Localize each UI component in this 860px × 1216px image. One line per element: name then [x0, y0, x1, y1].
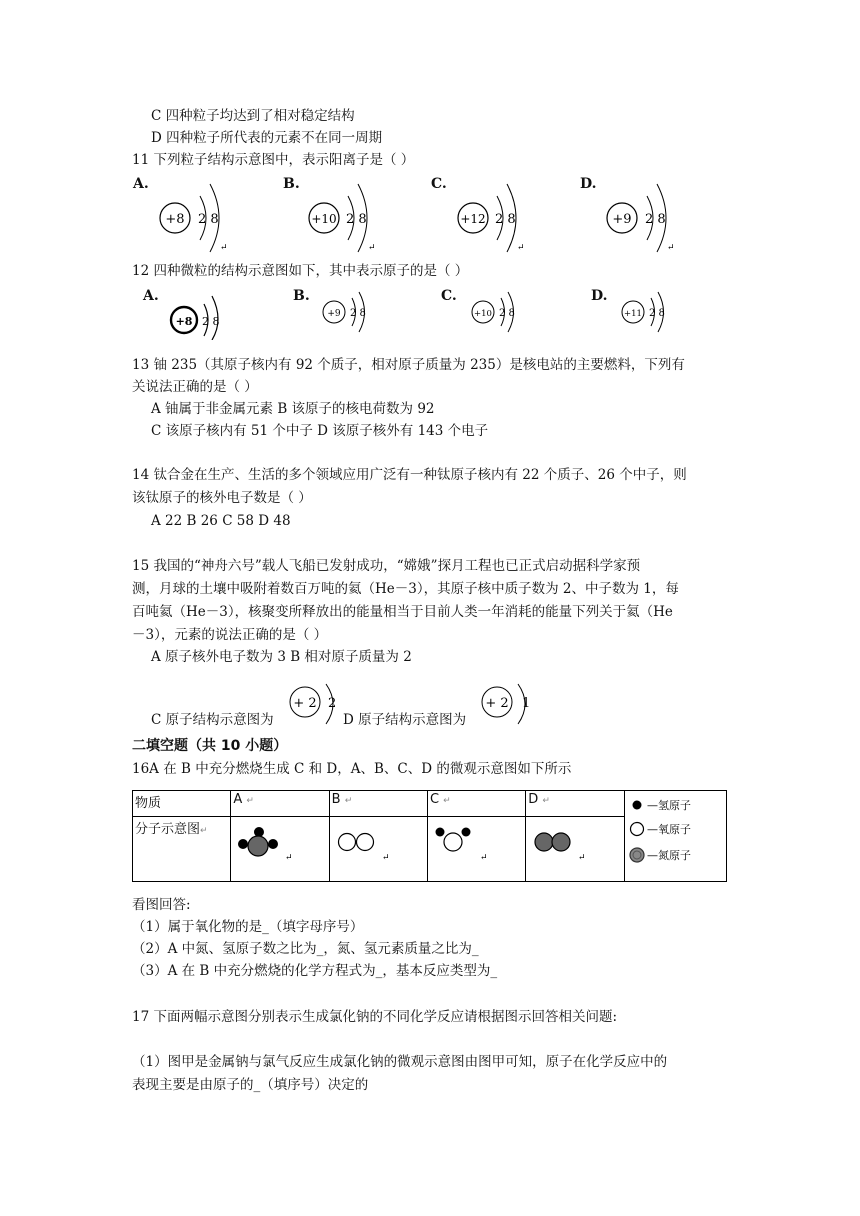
q15-stem-line4: －3），元素的说法正确的是（ ）	[132, 627, 328, 643]
svg-text:↵: ↵	[517, 243, 525, 253]
section2-title: 二填空题（共 10 小题）	[132, 738, 288, 754]
q13-stem-line1: 13 铀 235（其原子核内有 92 个质子，相对原子质量为 235）是核电站的主要燃料，下列有	[132, 357, 685, 373]
q15-d-nucleus: + 2	[485, 696, 509, 711]
q12-option-c-letter: C.	[441, 288, 457, 304]
q11-option-c-letter: C.	[431, 176, 447, 192]
q10-option-d: D 四种粒子所代表的元素不在同一周期	[151, 130, 383, 146]
q15-d-shells: 1	[522, 696, 531, 711]
q11-b-nucleus: +10	[311, 212, 337, 226]
q11-a-nucleus: +8	[165, 212, 185, 227]
q11-atom-diagram-c	[455, 178, 535, 254]
q13-stem-line2: 关说法正确的是（ ）	[132, 379, 258, 395]
q15-option-c: C 原子结构示意图为	[151, 712, 274, 728]
q16-col-c-label: C	[429, 792, 440, 807]
q14-stem-line2: 该钛原子的核外电子数是（ ）	[132, 490, 312, 506]
q12-a-shells: 2 8	[202, 315, 220, 328]
q14-options: A 22 B 26 C 58 D 48	[151, 513, 291, 529]
q12-c-shells: 2 8	[499, 308, 515, 319]
q11-option-a-letter: A.	[133, 176, 149, 192]
q12-atom-diagram-d	[617, 290, 687, 338]
legend-oxygen-atom-icon	[630, 823, 643, 836]
q11-d-nucleus: +9	[612, 212, 632, 227]
q12-d-nucleus: +11	[624, 309, 642, 319]
q15-diagram-d	[480, 680, 540, 728]
q17-stem: 17 下面两幅示意图分别表示生成氯化钠的不同化学反应请根据图示回答相关问题:	[132, 1009, 618, 1025]
q16-sub2: （2）A 中氮、氢原子数之比为_，氮、氢元素质量之比为_	[132, 941, 479, 957]
q16-col-a-label: A	[233, 792, 243, 807]
q11-atom-diagram-b	[306, 178, 386, 254]
q16-col-d: D ↵	[526, 791, 624, 817]
svg-text:↵: ↵	[381, 852, 390, 863]
q12-c-nucleus: +10	[474, 309, 492, 319]
q16-sub1: （1）属于氧化物的是_（填字母序号）	[132, 919, 364, 935]
q11-atom-diagram-d	[605, 178, 685, 254]
q13-options-ab: A 铀属于非金属元素 B 该原子的核电荷数为 92	[151, 401, 435, 417]
q14-stem-line1: 14 钛合金在生产、生活的多个领域应用广泛有一种钛原子核内有 22 个质子、26 个中子，则	[132, 467, 687, 483]
q12-b-shells: 2 8	[350, 308, 366, 319]
q11-stem: 11 下列粒子结构示意图中，表示阳离子是（ ）	[132, 152, 415, 168]
nh3-molecule-icon	[233, 818, 313, 866]
q16-col-c: C ↵	[427, 791, 525, 817]
q11-a-shells: 2 8	[198, 212, 219, 227]
q16-molecule-d	[526, 816, 624, 881]
q15-c-nucleus: + 2	[293, 696, 317, 711]
svg-text:↵: ↵	[479, 852, 488, 863]
q12-option-a-letter: A.	[143, 288, 159, 304]
legend-hydrogen-atom-icon	[632, 801, 641, 810]
q16-table	[132, 790, 727, 882]
q16-molecule-b	[329, 816, 427, 881]
q15-options-ab: A 原子核外电子数为 3 B 相对原子质量为 2	[151, 649, 412, 665]
svg-text:↵: ↵	[220, 243, 228, 253]
q15-stem-line3: 百吨氦（He－3），核聚变所释放出的能量相当于目前人类一年消耗的能量下列关于氦（He	[132, 604, 673, 620]
q15-diagram-c	[288, 680, 348, 728]
legend-nitrogen-atom-icon	[630, 848, 644, 862]
q16-col-a: A ↵	[231, 791, 329, 817]
q10-option-c: C 四种粒子均达到了相对稳定结构	[151, 108, 355, 124]
svg-text:↵: ↵	[285, 852, 293, 863]
h2o-molecule-icon	[430, 818, 510, 866]
q12-b-nucleus: +9	[327, 309, 341, 319]
o2-molecule-icon	[332, 818, 412, 866]
q16-look: 看图回答:	[132, 897, 191, 913]
q16-molecule-a	[231, 816, 329, 881]
q12-a-nucleus: +8	[175, 315, 193, 328]
q16-col-d-label: D	[528, 792, 539, 807]
q12-atom-diagram-b	[318, 290, 388, 338]
q12-option-b-letter: B.	[293, 288, 310, 304]
q11-c-nucleus: +12	[460, 212, 486, 226]
q13-options-cd: C 该原子核内有 51 个中子 D 该原子核外有 143 个电子	[151, 423, 489, 439]
svg-text:↵: ↵	[578, 852, 586, 863]
q12-option-d-letter: D.	[591, 288, 608, 304]
q16-col-b-label: B	[331, 792, 341, 807]
legend-oxygen: —氧原子	[646, 823, 691, 836]
q16-legend	[624, 791, 726, 882]
q11-c-shells: 2 8	[495, 212, 516, 227]
n2-molecule-icon	[528, 818, 608, 866]
q11-b-shells: 2 8	[346, 212, 367, 227]
q12-atom-diagram-c	[467, 290, 537, 338]
q15-stem-line2: 测，月球的土壤中吸附着数百万吨的氦（He－3），其原子核中质子数为 2、中子数为 1，每	[132, 581, 679, 597]
q17-sub1-line1: （1）图甲是金属钠与氯气反应生成氯化钠的微观示意图由图甲可知，原子在化学反应中的	[132, 1054, 668, 1070]
legend-hydrogen: —氢原子	[646, 799, 691, 812]
q16-row-label-substance: 物质	[133, 791, 231, 817]
q11-atom-diagram-a	[158, 178, 238, 254]
legend-nitrogen: —氮原子	[646, 849, 691, 862]
q17-sub1-line2: 表现主要是由原子的_（填序号）决定的	[132, 1077, 369, 1093]
q16-stem: 16A 在 B 中充分燃烧生成 C 和 D，A、B、C、D 的微观示意图如下所示	[132, 761, 572, 777]
q15-stem-line1: 15 我国的“神舟六号”载人飞船已发射成功，“嫦娥”探月工程也已正式启动据科学家预	[132, 558, 641, 574]
q11-option-d-letter: D.	[580, 176, 597, 192]
q15-c-shells: 2	[328, 696, 337, 711]
q16-col-b: B ↵	[329, 791, 427, 817]
q12-d-shells: 2 8	[649, 308, 665, 319]
q16-molecule-c	[427, 816, 525, 881]
q11-option-b-letter: B.	[283, 176, 300, 192]
svg-text:↵: ↵	[667, 243, 675, 253]
q15-option-d: D 原子结构示意图为	[343, 712, 467, 728]
q16-row-label-molecule: 分子示意图↵	[133, 816, 231, 881]
q11-d-shells: 2 8	[645, 212, 666, 227]
q12-stem: 12 四种微粒的结构示意图如下，其中表示原子的是（ ）	[132, 263, 469, 279]
q12-atom-diagram-a	[168, 292, 238, 340]
q16-sub3: （3）A 在 B 中充分燃烧的化学方程式为_，基本反应类型为_	[132, 963, 498, 979]
svg-text:↵: ↵	[368, 243, 376, 253]
